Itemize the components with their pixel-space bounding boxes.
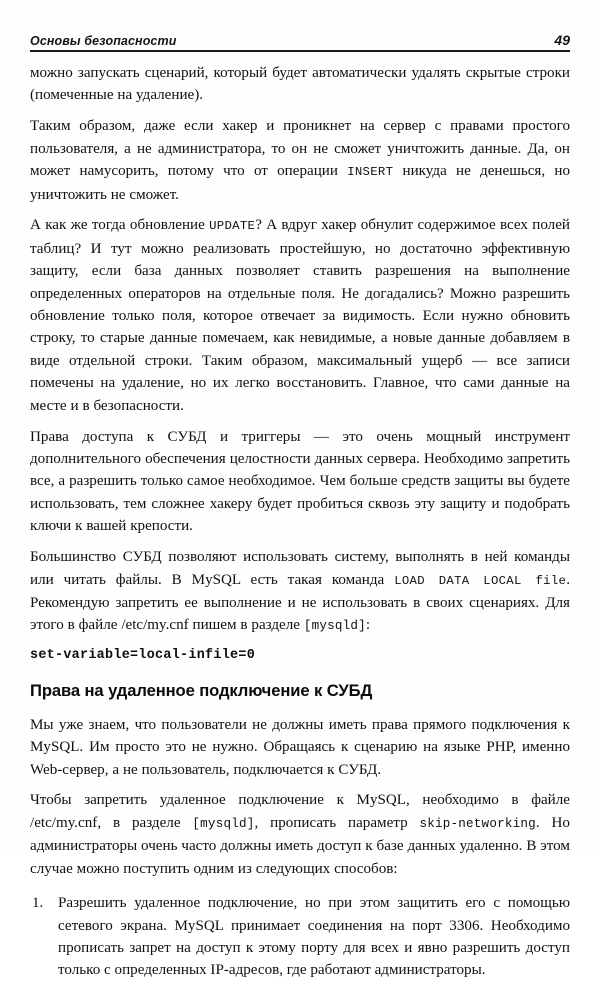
paragraph-continued — [30, 62, 570, 107]
inline-code-insert: INSERT — [347, 165, 394, 180]
paragraph-text: Права доступа к СУБД и триггеры — это очень мощный инструмент дополнительного обеспечения целостности данных сервера. Необходимо запретить все, а разрешить только самое необходимое. Чем больше средств защиты вы будете использовать, тем сложнее хакеру будет пробиться сквозь эту защиту и подобрать ключи к вашей крепости. — [30, 428, 570, 535]
paragraph-update — [30, 214, 570, 417]
header-rule — [30, 50, 570, 52]
paragraph-text: можно запускать сценарий, который будет автоматически удалять скрытые строки (помеченные на удаление). — [30, 65, 570, 104]
page-number: 49 — [554, 32, 570, 48]
inline-code-update: UPDATE — [209, 219, 256, 234]
running-head-title: Основы безопасности — [30, 34, 177, 48]
inline-code-skip-networking: skip-networking — [419, 816, 536, 831]
inline-code-load-data-local-file: LOAD DATA LOCAL file — [394, 573, 567, 588]
numbered-list — [30, 892, 570, 982]
paragraph-text: . Но администраторы очень часто должны иметь доступ к базе данных удаленно. В этом случае можно поступить одним из следующих способов: — [30, 814, 570, 877]
running-head — [30, 32, 570, 48]
inline-code-mysqld-section: [mysqld] — [303, 619, 366, 634]
paragraph-triggers — [30, 426, 570, 538]
paragraph-insert — [30, 115, 570, 206]
paragraph-text: ? А вдруг хакер обнулит содержимое всех полей таблиц? И тут можно реализовать простейшую, но достаточно эффективную защиту, если база данных позволяет ставить разрешения на выполнение определенных операторов на отдельные поля. Не догадались? Можно разрешить обновление только поля, которое отвечает за видимость. Если нужно обновить строку, то старые данные помечаем, как невидимые, а новые данные добавляем в виде отдельной строки. Таким образом, максимальный ущерб — все записи помечены на удаление, но их легко восстановить. Главное, что сами данные на месте и в безопасности. — [30, 217, 570, 414]
code-block-set-variable: set-variable=local-infile=0 — [30, 647, 256, 663]
page-content — [30, 62, 570, 991]
paragraph-text: А как же тогда обновление — [30, 217, 210, 234]
inline-code-mysqld-section: [mysqld] — [192, 816, 255, 831]
paragraph-load-data — [30, 546, 570, 638]
paragraph-php-webserver — [30, 714, 570, 781]
paragraph-text: Чтобы запретить удаленное подключение к MySQL, необходимо в файле /etc/my.cnf, в разделе — [30, 792, 570, 831]
paragraph-text: Большинство СУБД позволяют использовать систему, выполнять в ней команды или читать файлы. В MySQL есть такая команда — [30, 549, 570, 588]
list-item — [30, 892, 570, 982]
paragraph-skip-networking — [30, 789, 570, 880]
paragraph-text: . Рекомендую запретить ее выполнение и не использовать в своих сценариях. Для этого в файле /etc/my.cnf пишем в разделе — [30, 571, 570, 634]
paragraph-text: , прописать параметр — [254, 814, 420, 831]
list-item-text: Разрешить удаленное подключение, но при этом защитить его с помощью сетевого экрана. MySQL принимает соединения на порт 3306. Необходимо прописать запрет на доступ к этому порту для всех и явно разрешить доступ только с определенных IP-адресов, где работают администраторы. — [58, 895, 570, 979]
paragraph-text: Мы уже знаем, что пользователи не должны иметь права прямого подключения к MySQL. Им просто это не нужно. Обращаясь к сценарию на языке PHP, именно Web-сервер, а не пользователь, подключается к СУБД. — [30, 716, 570, 778]
paragraph-text: Таким образом, даже если хакер и проникнет на сервер с правами простого пользователя, а не администратора, то он не сможет уничтожить данные. Да, он может намусорить, потому что от операции — [30, 118, 570, 180]
list-item-marker: 1. — [32, 895, 44, 912]
section-heading: Права на удаленное подключение к СУБД — [30, 680, 373, 700]
paragraph-text: никуда не денешься, но уничтожить не сможет. — [30, 163, 570, 203]
paragraph-text: : — [365, 617, 371, 634]
